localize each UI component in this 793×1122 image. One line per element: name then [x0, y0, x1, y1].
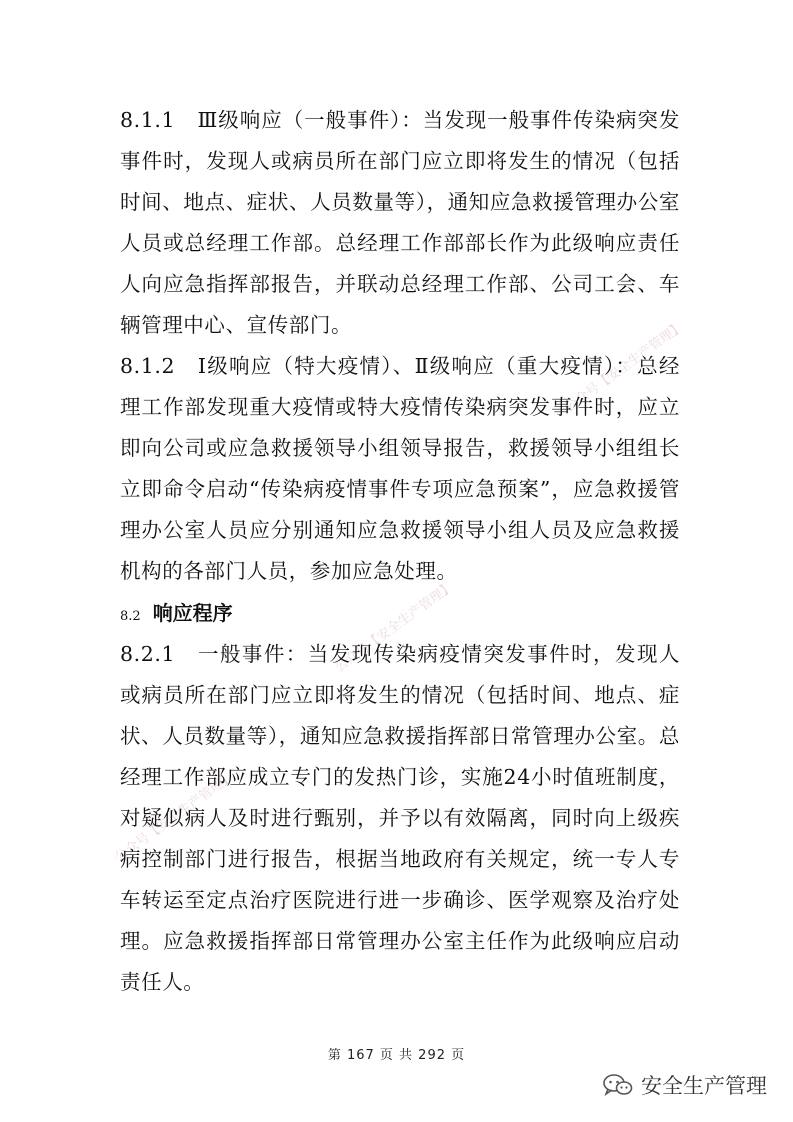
watermark-stamp-3: 公众号【安全生产管理】	[562, 319, 687, 416]
paragraph-text: Ⅰ级响应（特大疫情）、Ⅱ级响应（重大疫情）：总经理工作部发现重大疫情或特大疫情传染病突发事件时，应立即向公司或应急救援领导小组领导报告，救援领导小组组长立即命令启动“传染病疫情事件专项应急预案”，应急救援管理办公室人员应分别通知应急救援领导小组人员及应急救援机构的各部门人员，参加应急处理。	[120, 354, 680, 583]
heading-title: 响应程序	[152, 601, 233, 625]
section-heading-8-2	[120, 592, 680, 634]
paragraph-8-2-1	[120, 634, 680, 1003]
paragraph-text: 一般事件：当发现传染病疫情突发事件时，发现人或病员所在部门应立即将发生的情况（包括时间、地点、症状、人员数量等），通知应急救援指挥部日常管理办公室。总经理工作部应成立专门的发热门诊，实施24小时值班制度，对疑似病人及时进行甄别，并予以有效隔离，同时向上级疾病控制部门进行报告，根据当地政府有关规定，统一专人专车转运至定点治疗医院进行进一步确诊、医学观察及治疗处理。应急救援指挥部日常管理办公室主任作为此级响应启动责任人。	[120, 642, 680, 994]
wechat-account-watermark	[603, 1070, 767, 1100]
account-name: 安全生产管理	[641, 1074, 767, 1098]
document-body	[120, 100, 680, 1003]
wechat-icon	[603, 1073, 633, 1097]
paragraph-text: Ⅲ级响应（一般事件）：当发现一般事件传染病突发事件时，发现人或病员所在部门应立即将发生的情况（包括时间、地点、症状、人员数量等），通知应急救援管理办公室人员或总经理工作部。总经理工作部部长作为此级响应责任人向应急指挥部报告，并联动总经理工作部、公司工会、车辆管理中心、宣传部门。	[120, 108, 680, 337]
section-number: 8.1.2	[120, 354, 176, 378]
watermark-stamp-1: 公众号【安全生产管理】	[112, 769, 237, 866]
paragraph-8-1-2	[120, 346, 680, 592]
heading-number: 8.2	[120, 609, 141, 624]
paragraph-8-1-1	[120, 100, 680, 346]
page-number-footer: 第 167 页 共 292 页	[327, 1048, 466, 1063]
watermark-stamp-2: 公众号【安全生产管理】	[332, 579, 457, 676]
section-number: 8.1.1	[120, 108, 176, 132]
section-number: 8.2.1	[120, 642, 176, 666]
